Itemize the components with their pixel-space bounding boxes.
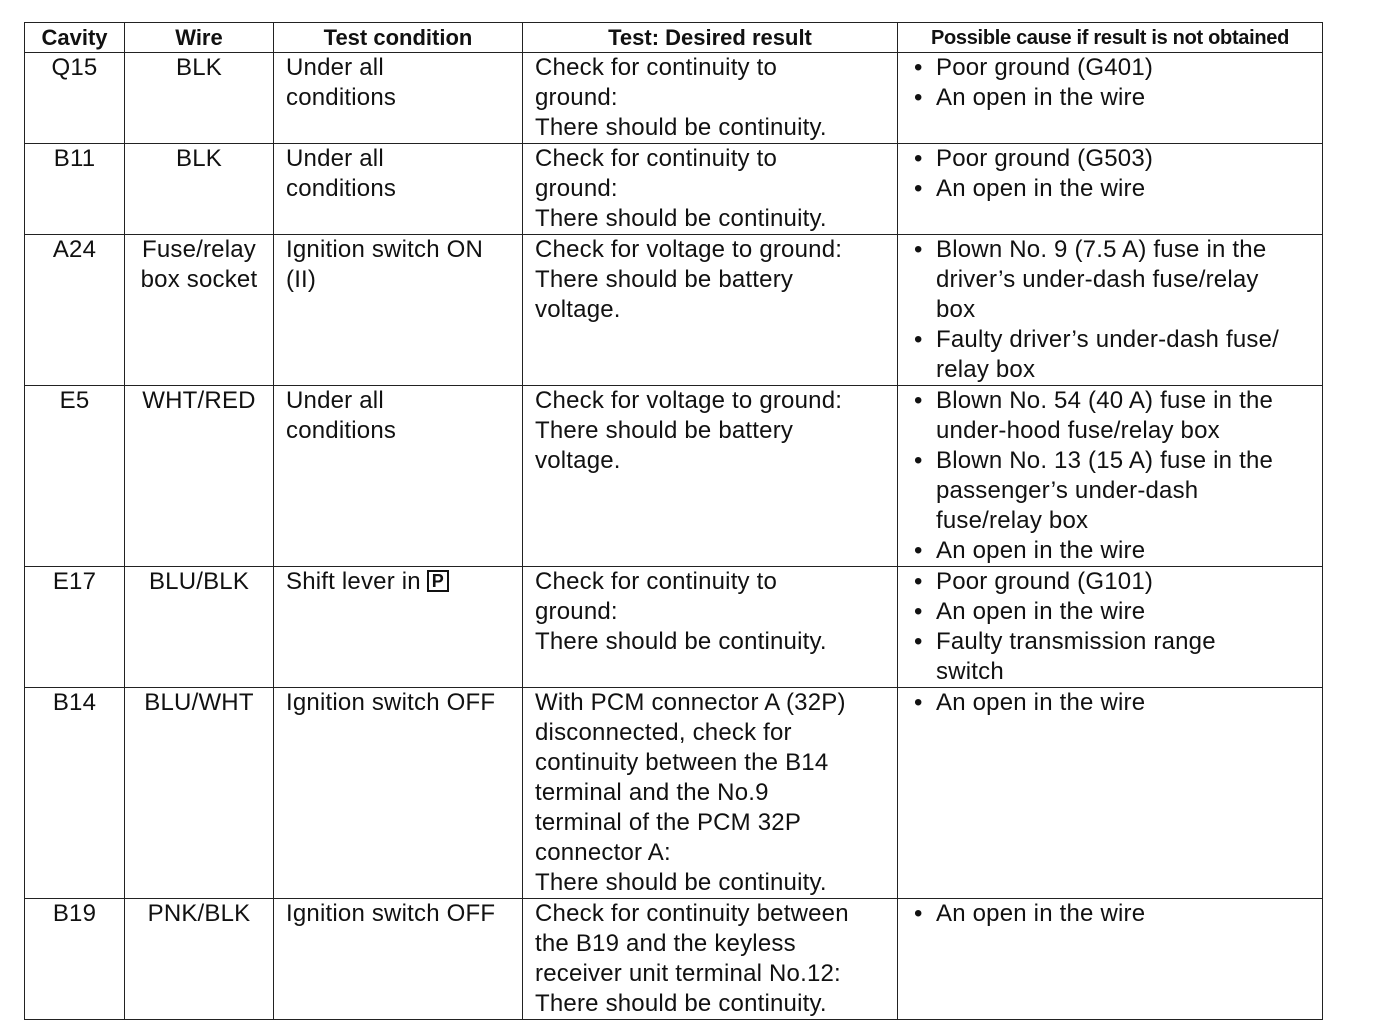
test-line: There should be battery xyxy=(535,266,794,293)
wire-cell xyxy=(125,899,274,1020)
test-line: voltage. xyxy=(535,447,621,474)
test-line: continuity between the B14 xyxy=(535,749,829,776)
test-cell xyxy=(523,235,898,386)
cavity-cell xyxy=(25,688,125,899)
causes-cell xyxy=(898,899,1323,1020)
cause-item: • An open in the wire xyxy=(914,174,1316,204)
header-test-condition: Test condition xyxy=(274,23,523,53)
condition-cell xyxy=(274,53,523,144)
table-row xyxy=(25,235,1323,386)
test-line: There should be continuity. xyxy=(535,990,827,1017)
causes-cell xyxy=(898,53,1323,144)
cause-item: • Poor ground (G401) xyxy=(914,53,1316,83)
table-row xyxy=(25,567,1323,688)
causes-cell xyxy=(898,144,1323,235)
cavity-cell xyxy=(25,899,125,1020)
test-cell xyxy=(523,567,898,688)
cause-item: • Blown No. 54 (40 A) fuse in the under-hood fuse/relay box xyxy=(914,386,1316,446)
wire-cell xyxy=(125,688,274,899)
condition-line xyxy=(286,567,522,597)
header-cavity: Cavity xyxy=(25,23,125,53)
cause-item: • An open in the wire xyxy=(914,536,1316,566)
wire-cell xyxy=(125,386,274,567)
condition-line: Ignition switch ON xyxy=(286,236,484,263)
wire-value: PNK/BLK xyxy=(147,900,251,927)
cause-item: • Blown No. 13 (15 A) fuse in the passenger’s under-dash fuse/relay box xyxy=(914,446,1316,536)
test-cell xyxy=(523,144,898,235)
cavity-cell xyxy=(25,144,125,235)
cause-item: • An open in the wire xyxy=(914,597,1316,627)
test-line: With PCM connector A (32P) xyxy=(535,689,846,716)
test-line: terminal and the No.9 xyxy=(535,779,769,806)
test-cell xyxy=(523,53,898,144)
test-line: Check for voltage to ground: xyxy=(535,387,843,414)
wire-value: WHT/RED xyxy=(142,387,256,414)
test-line: disconnected, check for xyxy=(535,719,792,746)
condition-line: Ignition switch OFF xyxy=(286,689,496,716)
condition-line: conditions xyxy=(286,175,397,202)
causes-cell xyxy=(898,688,1323,899)
cavity-cell xyxy=(25,567,125,688)
cavity-value: Q15 xyxy=(51,54,98,81)
condition-line: conditions xyxy=(286,84,397,111)
diagnostic-table xyxy=(24,22,1323,1020)
test-line: terminal of the PCM 32P xyxy=(535,809,802,836)
test-line: Check for continuity to xyxy=(535,54,778,81)
cause-item: • Blown No. 9 (7.5 A) fuse in the driver’s under-dash fuse/relay box xyxy=(914,235,1316,325)
wire-value: BLU/WHT xyxy=(144,689,254,716)
condition-cell xyxy=(274,144,523,235)
header-desired-result: Test: Desired result xyxy=(523,23,898,53)
park-position-symbol: P xyxy=(427,570,449,592)
wire-cell xyxy=(125,144,274,235)
causes-cell xyxy=(898,386,1323,567)
header-row xyxy=(25,23,1323,53)
condition-text: Shift lever in xyxy=(286,568,421,595)
test-cell xyxy=(523,899,898,1020)
cause-item: • Poor ground (G101) xyxy=(914,567,1316,597)
test-line: Check for continuity to xyxy=(535,568,778,595)
test-line: ground: xyxy=(535,175,618,202)
condition-line: Under all xyxy=(286,145,384,172)
test-line: ground: xyxy=(535,84,618,111)
condition-line: (II) xyxy=(286,266,317,293)
test-line: voltage. xyxy=(535,296,621,323)
cavity-value: A24 xyxy=(52,236,97,263)
test-line: There should be continuity. xyxy=(535,205,827,232)
condition-cell xyxy=(274,567,523,688)
wire-cell xyxy=(125,235,274,386)
cavity-cell xyxy=(25,53,125,144)
cause-item: • An open in the wire xyxy=(914,83,1316,113)
cause-item: • Faulty driver’s under-dash fuse/ relay box xyxy=(914,325,1316,385)
test-line: Check for voltage to ground: xyxy=(535,236,843,263)
wire-value: box socket xyxy=(140,266,258,293)
test-line: Check for continuity to xyxy=(535,145,778,172)
table-row xyxy=(25,53,1323,144)
table-row xyxy=(25,688,1323,899)
wire-cell xyxy=(125,567,274,688)
causes-cell xyxy=(898,235,1323,386)
table-row xyxy=(25,144,1323,235)
condition-cell xyxy=(274,899,523,1020)
condition-cell xyxy=(274,386,523,567)
cavity-value: E17 xyxy=(52,568,97,595)
causes-cell xyxy=(898,567,1323,688)
cavity-value: B14 xyxy=(52,689,97,716)
test-line: Check for continuity between xyxy=(535,900,849,927)
test-cell xyxy=(523,386,898,567)
cause-item: • An open in the wire xyxy=(914,688,1316,718)
test-cell xyxy=(523,688,898,899)
table-row xyxy=(25,386,1323,567)
wire-value: Fuse/relay xyxy=(141,236,257,263)
cavity-cell xyxy=(25,386,125,567)
condition-cell xyxy=(274,688,523,899)
header-possible-cause: Possible cause if result is not obtained xyxy=(898,23,1323,53)
cause-item: • Poor ground (G503) xyxy=(914,144,1316,174)
header-wire: Wire xyxy=(125,23,274,53)
test-line: There should be continuity. xyxy=(535,114,827,141)
cavity-value: B11 xyxy=(53,145,96,172)
test-line: There should be battery xyxy=(535,417,794,444)
wire-value: BLK xyxy=(176,145,222,172)
test-line: connector A: xyxy=(535,839,671,866)
cavity-value: E5 xyxy=(59,387,90,414)
condition-line: Ignition switch OFF xyxy=(286,900,496,927)
table-row xyxy=(25,899,1323,1020)
wire-value: BLK xyxy=(176,54,222,81)
condition-line: conditions xyxy=(286,417,397,444)
condition-line: Under all xyxy=(286,387,384,414)
test-line: receiver unit terminal No.12: xyxy=(535,960,841,987)
condition-cell xyxy=(274,235,523,386)
test-line: There should be continuity. xyxy=(535,628,827,655)
wire-cell xyxy=(125,53,274,144)
wire-value: BLU/BLK xyxy=(148,568,250,595)
test-line: the B19 and the keyless xyxy=(535,930,796,957)
test-line: ground: xyxy=(535,598,618,625)
cavity-value: B19 xyxy=(52,900,97,927)
condition-line: Under all xyxy=(286,54,384,81)
cavity-cell xyxy=(25,235,125,386)
cause-item: • Faulty transmission range switch xyxy=(914,627,1316,687)
test-line: There should be continuity. xyxy=(535,869,827,896)
cause-item: • An open in the wire xyxy=(914,899,1316,929)
